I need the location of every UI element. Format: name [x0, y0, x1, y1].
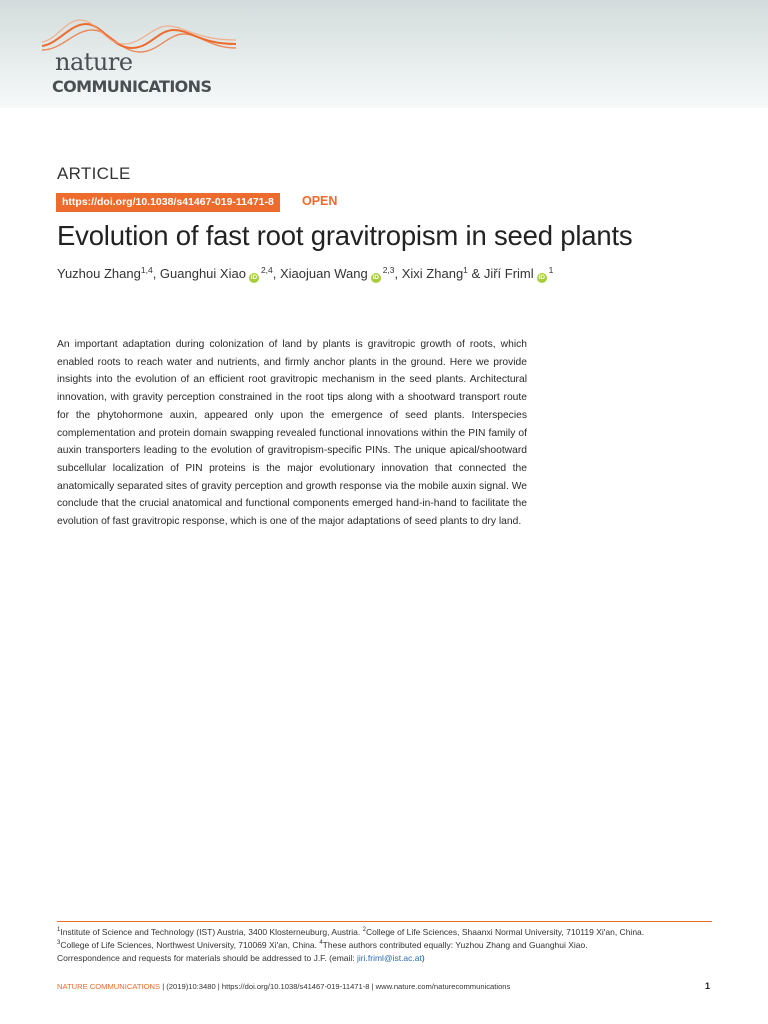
author-separator: ,: [394, 266, 402, 281]
footnote-text: College of Life Sciences, Shaanxi Normal University, 710119 Xi'an, China.: [365, 927, 645, 937]
orcid-icon[interactable]: iD: [250, 274, 258, 281]
author-name[interactable]: Xiaojuan Wang: [280, 266, 368, 281]
journal-logo-nature: nature: [55, 48, 133, 76]
orcid-icon[interactable]: iD: [372, 274, 379, 281]
author-name[interactable]: Jiří Friml: [483, 266, 534, 281]
footnote-text: These authors contributed equally: Yuzhou Zhang and Guanghui Xiao.: [322, 940, 588, 950]
author-affiliation: 2,3: [382, 265, 395, 275]
article-type-label: ARTICLE: [57, 164, 131, 183]
abstract-text: An important adaptation during colonization of land by plants is gravitropic growth of roots, which enabled roots to reach water and nutrients, and firmly anchor plants in the ground. Here we provide insights into the evolution of an efficient root gravitropic mechanism in the seed plants. Architectural innovation, with gravity perception constrained in the root tips along with a shootward transport route for the phytohormone auxin, appeared only upon the emergence of seed plants. Interspecies complementation and protein domain swapping revealed functional innovations within the PIN family of auxin transporters leading to the evolution of gravitropism-specific PINs. The unique apical/shootward subcellular localization of PIN proteins is the major evolutionary innovation that connected the anatomically separated sites of gravity perception and growth response via the mobile auxin signal. We conclude that the crucial anatomical and functional components emerged hand-in-hand to facilitate the evolution of fast gravitropic response, which is one of the major adaptations of seed plants to dry land.: [57, 339, 527, 528]
author-list: [57, 265, 553, 283]
orcid-icon[interactable]: iD: [538, 274, 545, 281]
correspondence-email-link[interactable]: jiri.friml@ist.ac.at: [357, 953, 422, 963]
footnote-marker: 4: [319, 940, 323, 946]
author-affiliation: 1,4: [140, 265, 153, 275]
author-name[interactable]: Guanghui Xiao: [159, 266, 246, 281]
affiliation-footnotes: [57, 926, 727, 965]
correspondence-text: Correspondence and requests for materials should be addressed to J.F. (email:: [57, 953, 358, 963]
footnote-marker: 3: [57, 940, 61, 946]
author-affiliation: 1: [548, 265, 554, 275]
footnote-marker: 1: [57, 927, 61, 933]
journal-logo-communications: COMMUNICATIONS: [52, 77, 212, 96]
author-separator: ,: [272, 266, 280, 281]
author-affiliation: 1: [463, 265, 468, 275]
footnote-line: [57, 939, 727, 952]
footer-citation: | (2019)10:3480 | https://doi.org/10.1038/s41467-019-11471-8 | www.nature.com/naturecommunications: [160, 982, 511, 991]
author-separator: ,: [152, 266, 160, 281]
page-number: 1: [705, 981, 711, 991]
footer-journal-name[interactable]: NATURE COMMUNICATIONS: [57, 982, 161, 991]
footnote-line: [57, 926, 727, 939]
footnote-text: ): [421, 953, 425, 963]
author-affiliation: 2,4: [260, 265, 273, 275]
doi-link-badge[interactable]: https://doi.org/10.1038/s41467-019-11471-8: [56, 193, 280, 212]
footnote-divider: [57, 921, 712, 922]
open-access-label: OPEN: [302, 194, 338, 208]
author-name[interactable]: Yuzhou Zhang: [57, 266, 141, 281]
footnote-line: [57, 952, 727, 965]
journal-header-banner: [0, 0, 768, 108]
author-separator: &: [467, 266, 484, 281]
author-name[interactable]: Xixi Zhang: [401, 266, 464, 281]
footnote-marker: 2: [362, 927, 366, 933]
footnote-text: College of Life Sciences, Northwest University, 710069 Xi'an, China.: [60, 940, 317, 950]
page-footer: [57, 982, 510, 991]
article-title: Evolution of fast root gravitropism in seed plants: [57, 220, 633, 251]
footnote-text: Institute of Science and Technology (IST) Austria, 3400 Klosterneuburg, Austria.: [60, 927, 361, 937]
